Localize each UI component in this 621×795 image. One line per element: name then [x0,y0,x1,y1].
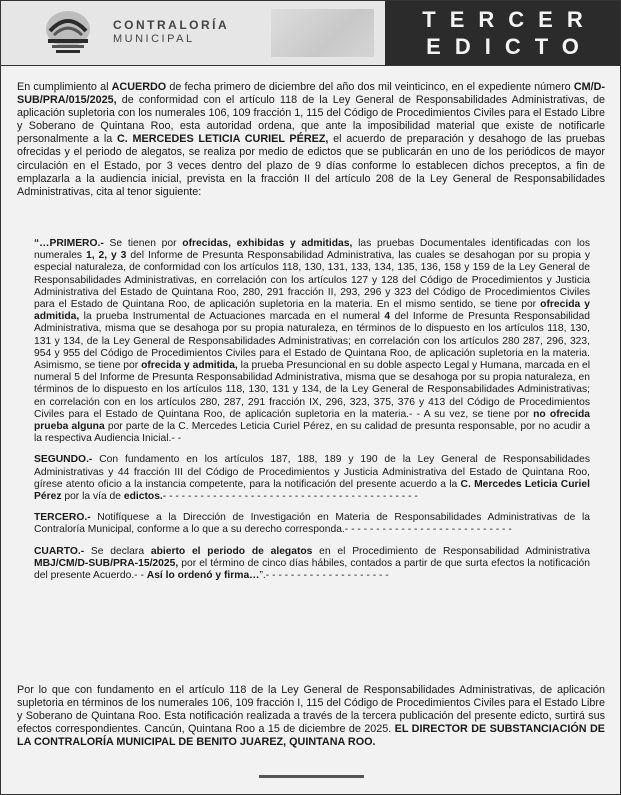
quoted-agreement [34,238,590,582]
tercero-paragraph: TERCERO.- Notifíquese a la Dirección de Investigación en Materia de Responsabilidades Administrativas de la Contraloría Municipal, conforme a lo que a su derecho corresponda.- - - - - - - - - - - - - - - - - - - - - - - - - - - [34,512,590,536]
segundo-paragraph: SEGUNDO.- Con fundamento en los artículos 187, 188, 189 y 190 de la Ley General de Responsabilidades Administrativas y 44 fracción III del Código de Procedimientos y Justicia Administrativa del Estado de Quintana Roo, gírese atento oficio a la instancia competente, para la notificación del presente acuerdo a la C. Mercedes Leticia Curiel Pérez por la vía de edictos.- - - - - - - - - - - - - - - - - - - - - - - - - - - - - - - - - - - - - - - - - [34,454,590,503]
cuarto-paragraph: CUARTO.- Se declara abierto el periodo de alegatos en el Procedimiento de Responsabilidad Administrativa MBJ/CM/D-SUB/PRA-15/2025, por el término de cinco días hábiles, contados a partir de que surta efectos la notificación del presente Acuerdo.- - Así lo ordenó y firma…”.- - - - - - - - - - - - - - - - - - - - [34,545,591,582]
org-name-line1: CONTRALORÍA [113,18,230,32]
bottom-divider [259,775,364,778]
org-name-line2: MUNICIPAL [113,33,195,45]
intro-paragraph: En cumplimiento al ACUERDO de fecha primero de diciembre del año dos mil veinticinco, en el expediente número CM/D-SUB/PRA/015/2025, de conformidad con el artículo 118 de la Ley General de Responsabilidades Administrativas, de aplicación supletoria con los numerales 106, 109 fracción 1, 115 del Código de Procedimientos Civiles para el Estado Libre y Soberano de Quintana Roo, esta autoridad ordena, que ante la imposibilidad material que existe de notificarle personalmente a la C. MERCEDES LETICIA CURIEL PÉREZ, el acuerdo de preparación y desahogo de las pruebas ofrecidas y el periodo de alegatos, se realiza por medio de edictos que se publicarán en uno de los periódicos de mayor circulación en el Estado, por 3 veces dentro del plazo de 9 días conforme lo establecen dichos preceptos, a fin de emplazarla a la audiencia inicial, prevista en la fracción II del artículo 208 de la Ley General de Responsabilidades Administrativas, cita al tenor siguiente: [17,81,606,198]
header-decoration [271,9,374,57]
edict-title-line2: EDICTO [426,34,593,59]
closing-paragraph: Por lo que con fundamento en el artículo 118 de la Ley General de Responsabilidades Administrativas, de aplicación supletoria en términos de los numerales 106, 109 fracción I, 115 del Código de Procedimientos Civiles para el Estado Libre y Soberano de Quintana Roo. Esta notificación realizada a través de la tercera publicación del presente edicto, surtirá sus efectos correspondientes. Cancún, Quintana Roo a 15 de diciembre de 2025. EL DIRECTOR DE SUBSTANCIACIÓN DE LA CONTRALORÍA MUNICIPAL DE BENITO JUAREZ, QUINTANA ROO. [17,683,605,749]
edict-title-box [385,1,620,65]
header-banner [1,1,620,66]
edict-title-line1: TERCER [422,7,597,32]
municipal-seal-icon [44,9,92,55]
primero-paragraph: “…PRIMERO.- Se tienen por ofrecidas, exhibidas y admitidas, las pruebas Documentales identificadas con los numerales 1, 2, y 3 del Informe de Presunta Responsabilidad Administrativa, las cuales se desahogan por su propia y especial naturaleza, de conformidad con los artículos 118, 130, 131, 133, 134, 135, 136, 158 y 159 de la Ley General de Responsabilidades Administrativas, en correlación con los artículos 127 y 128 del Código de Procedimientos y Justicia Administrativa del Estado de Quintana Roo, 280, 291 fracción II, 293, 296 y 323 del Código de Procedimientos Civiles para el Estado de Quintana Roo, de aplicación supletoria en la materia. En el mismo sentido, se tiene por ofrecida y admitida, la prueba Instrumental de Actuaciones marcada en el numeral 4 del Informe de Presunta Responsabilidad Administrativa, misma que se desahoga por su propia naturaleza, en términos de lo dispuesto en los artículos 118, 130, 131 y 134, de la Ley General de Responsabilidades Administrativas; en correlación con los artículos 280 287, 296, 323, 954 y 955 del Código de Procedimientos Civiles para el Estado de Quintana Roo, de aplicación supletoria en la materia. Asimismo, se tiene por ofrecida y admitida, la prueba Presuncional en su doble aspecto Legal y Humana, marcada en el numeral 5 del Informe de Presunta Responsabilidad Administrativa, misma que se desahoga por su propia naturaleza, en términos de lo dispuesto en los artículos 118, 130, 131 y 134, de la Ley General de Responsabilidades Administrativas; en correlación con en los artículos 280, 287, 291 fracción IX, 296, 323, 375, 376 y 413 del Código de Procedimientos Civiles para el Estado de Quintana Roo, de aplicación supletoria en la materia.- - A su vez, se tiene por no ofrecida prueba alguna por parte de la C. Mercedes Leticia Curiel Pérez, en su calidad de presunta responsable, por no acudir a la respectiva Audiencia Inicial.- - [34,238,591,445]
